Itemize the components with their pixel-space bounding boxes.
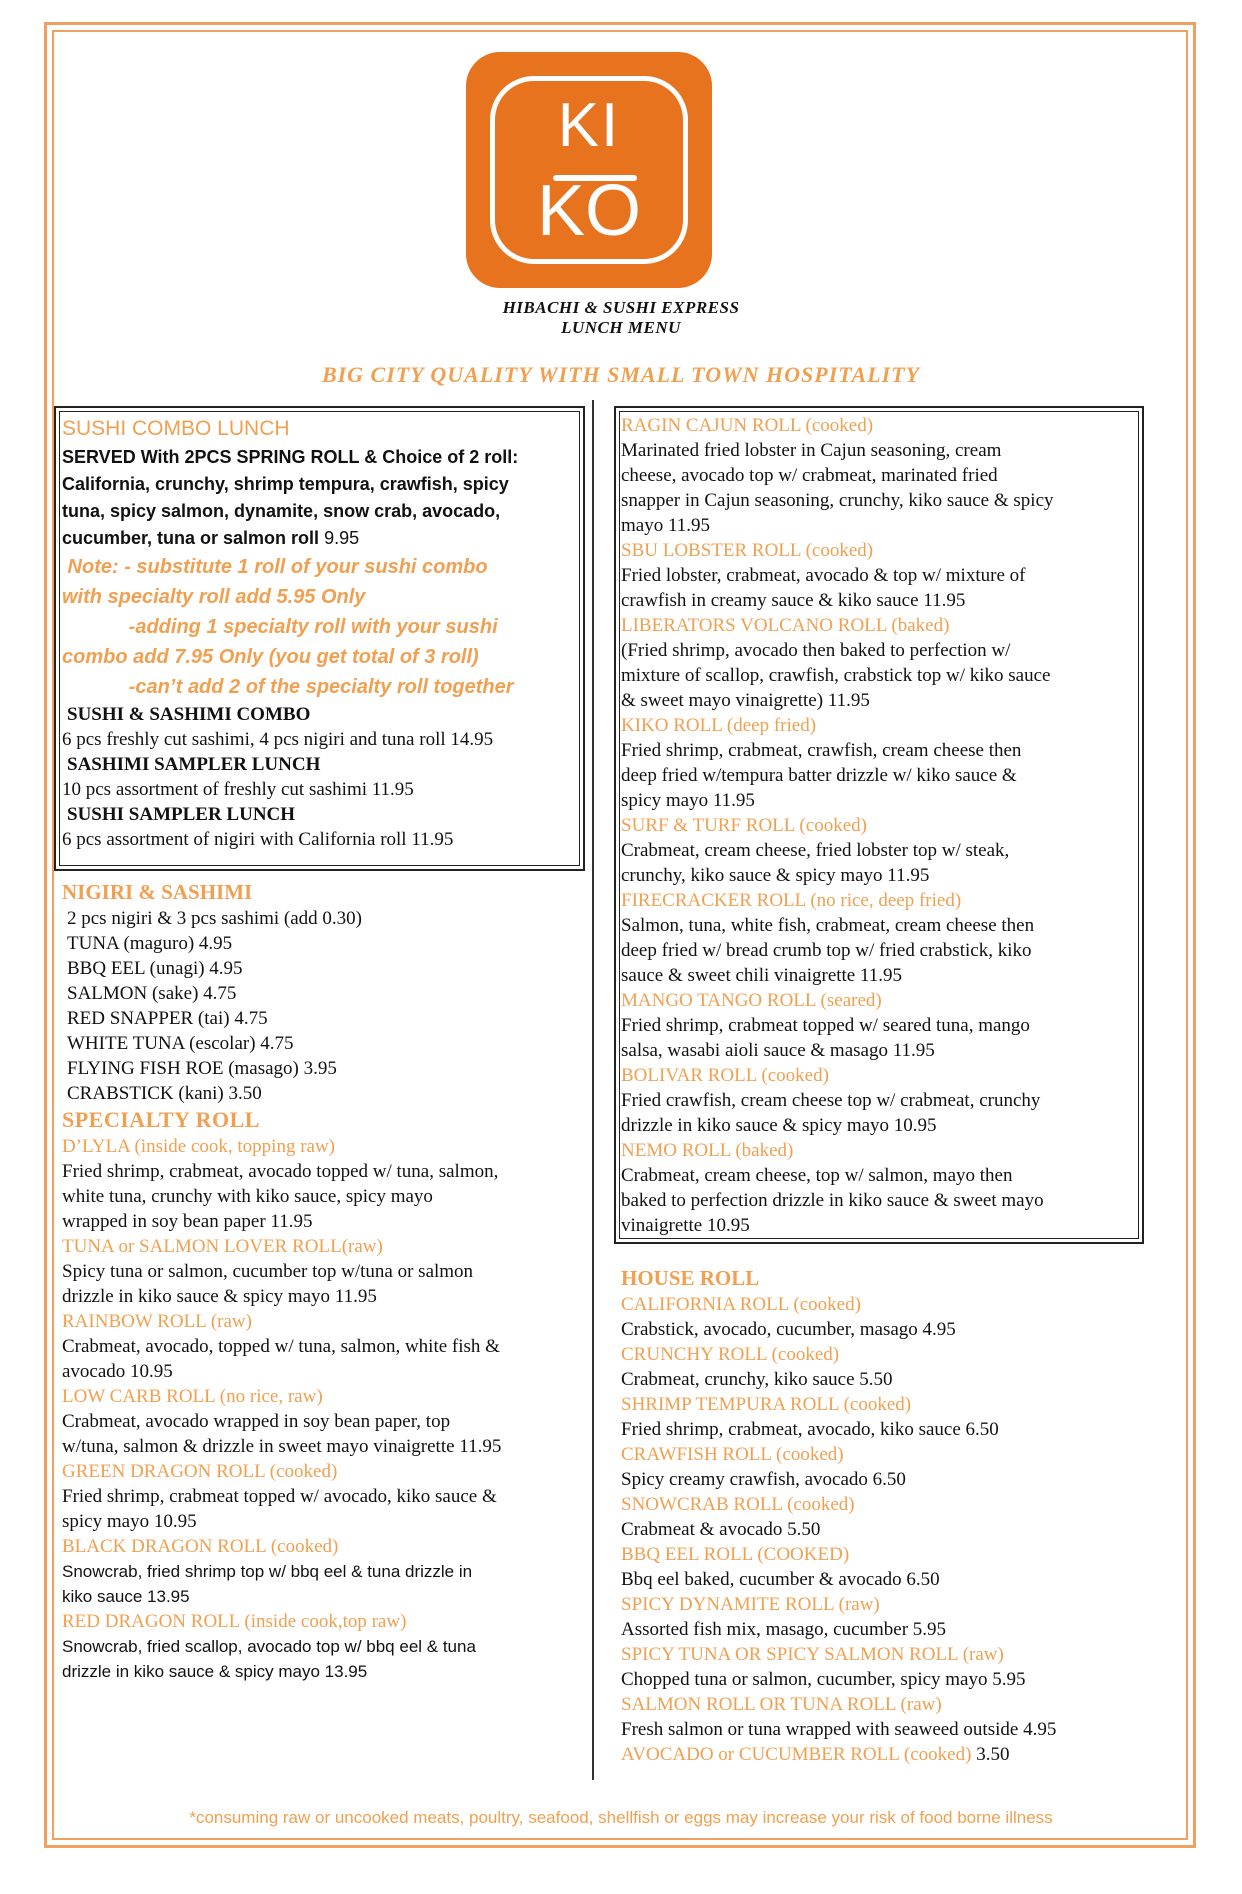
menu-item-name: SBU LOBSTER ROLL (cooked) — [621, 540, 874, 561]
menu-item-name: RAINBOW ROLL (raw) — [62, 1311, 252, 1332]
house-item-desc: Assorted fish mix, masago, cucumber 5.95 — [621, 1619, 947, 1640]
house-item-name: SPICY TUNA OR SPICY SALMON ROLL (raw) — [621, 1644, 1004, 1665]
combo-served-price: 9.95 — [319, 528, 360, 548]
menu-item-desc: avocado 10.95 — [62, 1361, 173, 1382]
house-item-name: SALMON ROLL OR TUNA ROLL (raw) — [621, 1694, 942, 1715]
health-disclaimer: *consuming raw or uncooked meats, poultry, seafood, shellfish or eggs may increase your risk of food borne illness — [189, 1808, 1053, 1827]
menu-item-name: SURF & TURF ROLL (cooked) — [621, 815, 867, 836]
specialty-list — [62, 1134, 582, 1534]
menu-item-desc: vinaigrette 10.95 — [621, 1215, 750, 1236]
menu-item-name: BOLIVAR ROLL (cooked) — [621, 1065, 829, 1086]
tagline: BIG CITY QUALITY WITH SMALL TOWN HOSPITALITY — [321, 362, 921, 387]
menu-item-desc: Crabmeat, cream cheese, fried lobster top w/ steak, — [621, 840, 1010, 861]
nigiri-item: TUNA (maguro) 4.95 — [67, 933, 233, 954]
menu-item-desc: Snowcrab, fried scallop, avocado top w/ bbq eel & tuna — [62, 1637, 476, 1656]
house-item-name: CRAWFISH ROLL (cooked) — [621, 1444, 844, 1465]
nigiri-item: BBQ EEL (unagi) 4.95 — [67, 958, 243, 979]
nigiri-item: WHITE TUNA (escolar) 4.75 — [67, 1033, 294, 1054]
house-item-desc: Crabmeat, crunchy, kiko sauce 5.50 — [621, 1369, 893, 1390]
nigiri-title: NIGIRI & SASHIMI — [62, 880, 253, 904]
house-item-desc: Crabstick, avocado, cucumber, masago 4.95 — [621, 1319, 956, 1340]
house-section — [621, 1264, 1181, 1767]
menu-item-name: LOW CARB ROLL (no rice, raw) — [62, 1386, 323, 1407]
menu-item-name: NEMO ROLL (baked) — [621, 1140, 794, 1161]
nigiri-item: RED SNAPPER (tai) 4.75 — [67, 1008, 268, 1029]
house-item-desc: Chopped tuna or salmon, cucumber, spicy mayo 5.95 — [621, 1669, 1026, 1690]
combo-items — [62, 702, 580, 852]
menu-item-name: GREEN DRAGON ROLL (cooked) — [62, 1461, 338, 1482]
combo-notes — [62, 552, 580, 702]
house-last-item — [621, 1742, 1181, 1767]
menu-item-desc: w/tuna, salmon & drizzle in sweet mayo vinaigrette 11.95 — [62, 1436, 502, 1457]
house-item-name: CRUNCHY ROLL (cooked) — [621, 1344, 840, 1365]
house-item-desc: Fried shrimp, crabmeat, avocado, kiko sauce 6.50 — [621, 1419, 999, 1440]
menu-item-name: FIRECRACKER ROLL (no rice, deep fried) — [621, 890, 962, 911]
combo-item-desc: 6 pcs freshly cut sashimi, 4 pcs nigiri and tuna roll 14.95 — [62, 729, 494, 750]
menu-item-desc: Fried shrimp, crabmeat topped w/ seared tuna, mango — [621, 1015, 1030, 1036]
house-item-desc: Fresh salmon or tuna wrapped with seaweed outside 4.95 — [621, 1719, 1057, 1740]
combo-note-line: combo add 7.95 Only (you get total of 3 roll) — [62, 646, 479, 668]
menu-item-name: MANGO TANGO ROLL (seared) — [621, 990, 882, 1011]
menu-item-desc: (Fried shrimp, avocado then baked to perfection w/ — [621, 640, 1011, 661]
header-line-2: LUNCH MENU — [561, 318, 681, 337]
menu-item-desc: Salmon, tuna, white fish, crabmeat, cream cheese then — [621, 915, 1035, 936]
menu-item-name: TUNA or SALMON LOVER ROLL(raw) — [62, 1236, 383, 1257]
house-item-name: SPICY DYNAMITE ROLL (raw) — [621, 1594, 880, 1615]
combo-served-line: tuna, spicy salmon, dynamite, snow crab, avocado, — [62, 501, 501, 521]
combo-served-line: California, crunchy, shrimp tempura, crawfish, spicy — [62, 474, 509, 494]
menu-item-desc: mayo 11.95 — [621, 515, 711, 536]
combo-served-line: SERVED With 2PCS SPRING ROLL & Choice of 2 roll: — [62, 447, 519, 467]
menu-item-desc: drizzle in kiko sauce & spicy mayo 10.95 — [621, 1115, 937, 1136]
menu-item-desc: mixture of scallop, crawfish, crabstick top w/ kiko sauce — [621, 665, 1051, 686]
combo-note-line: -can’t add 2 of the specialty roll together — [62, 676, 514, 698]
menu-item-desc: salsa, wasabi aioli sauce & masago 11.95 — [621, 1040, 935, 1061]
nigiri-item: FLYING FISH ROE (masago) 3.95 — [67, 1058, 337, 1079]
menu-item-desc: spicy mayo 10.95 — [62, 1511, 197, 1532]
header-line-1: HIBACHI & SUSHI EXPRESS — [502, 298, 740, 317]
combo-title: SUSHI COMBO LUNCH — [62, 417, 290, 440]
combo-item-desc: 6 pcs assortment of nigiri with California roll 11.95 — [62, 829, 454, 850]
combo-served-text — [62, 444, 580, 552]
combo-note-line: -adding 1 specialty roll with your sushi — [62, 616, 498, 638]
menu-item-desc: crawfish in creamy sauce & kiko sauce 11.95 — [621, 590, 966, 611]
nigiri-item: 2 pcs nigiri & 3 pcs sashimi (add 0.30) — [67, 908, 362, 929]
menu-item-desc: wrapped in soy bean paper 11.95 — [62, 1211, 313, 1232]
house-item-desc: Crabmeat & avocado 5.50 — [621, 1519, 821, 1540]
menu-item-desc: & sweet mayo vinaigrette) 11.95 — [621, 690, 870, 711]
menu-item-desc: Crabmeat, avocado wrapped in soy bean paper, top — [62, 1411, 451, 1432]
menu-item-desc: Snowcrab, fried shrimp top w/ bbq eel & tuna drizzle in — [62, 1562, 473, 1581]
house-item-name: BBQ EEL ROLL (COOKED) — [621, 1544, 850, 1565]
house-last-name: AVOCADO or CUCUMBER ROLL (cooked) — [621, 1744, 972, 1765]
menu-item-desc: spicy mayo 11.95 — [621, 790, 755, 811]
specialty-list-cont — [62, 1534, 582, 1684]
menu-item-desc: sauce & sweet chili vinaigrette 11.95 — [621, 965, 903, 986]
menu-item-desc: Marinated fried lobster in Cajun seasoning, cream — [621, 440, 1002, 461]
menu-item-desc: crunchy, kiko sauce & spicy mayo 11.95 — [621, 865, 930, 886]
house-item-name: SHRIMP TEMPURA ROLL (cooked) — [621, 1394, 912, 1415]
logo-inner-frame — [490, 76, 688, 264]
specialty-title: SPECIALTY ROLL — [62, 1107, 260, 1132]
combo-item-name: SUSHI & SASHIMI COMBO — [67, 704, 311, 725]
house-item-name: SNOWCRAB ROLL (cooked) — [621, 1494, 855, 1515]
menu-item-desc: drizzle in kiko sauce & spicy mayo 11.95 — [62, 1286, 377, 1307]
logo-top-text: KI — [557, 91, 621, 160]
house-item-name: CALIFORNIA ROLL (cooked) — [621, 1294, 861, 1315]
menu-item-desc: snapper in Cajun seasoning, crunchy, kiko sauce & spicy — [621, 490, 1054, 511]
menu-item-desc: Spicy tuna or salmon, cucumber top w/tuna or salmon — [62, 1261, 474, 1282]
menu-item-name: BLACK DRAGON ROLL (cooked) — [62, 1536, 339, 1557]
house-item-desc: Spicy creamy crawfish, avocado 6.50 — [621, 1469, 906, 1490]
nigiri-list — [62, 906, 582, 1106]
house-title: HOUSE ROLL — [621, 1266, 760, 1290]
menu-item-desc: white tuna, crunchy with kiko sauce, spicy mayo — [62, 1186, 433, 1207]
menu-item-desc: baked to perfection drizzle in kiko sauce & sweet mayo — [621, 1190, 1044, 1211]
menu-item-name: RED DRAGON ROLL (inside cook,top raw) — [62, 1611, 407, 1632]
combo-item-name: SUSHI SAMPLER LUNCH — [67, 804, 296, 825]
menu-item-desc: Fried lobster, crabmeat, avocado & top w/ mixture of — [621, 565, 1026, 586]
menu-item-desc: drizzle in kiko sauce & spicy mayo 13.95 — [62, 1662, 368, 1681]
menu-item-desc: deep fried w/ bread crumb top w/ fried crabstick, kiko — [621, 940, 1032, 961]
logo-bottom-text: KO — [536, 171, 642, 251]
menu-item-name: KIKO ROLL (deep fried) — [621, 715, 817, 736]
kiko-logo — [466, 52, 712, 288]
combo-note-line: with specialty roll add 5.95 Only — [62, 586, 366, 608]
menu-item-desc: kiko sauce 13.95 — [62, 1587, 190, 1606]
menu-item-name: D’LYLA (inside cook, topping raw) — [62, 1136, 336, 1157]
menu-item-desc: Crabmeat, cream cheese, top w/ salmon, mayo then — [621, 1165, 1013, 1186]
menu-item-desc: Fried crawfish, cream cheese top w/ crabmeat, crunchy — [621, 1090, 1041, 1111]
house-list — [621, 1292, 1181, 1742]
combo-section — [62, 414, 580, 852]
menu-item-name: RAGIN CAJUN ROLL (cooked) — [621, 415, 874, 436]
nigiri-item: SALMON (sake) 4.75 — [67, 983, 237, 1004]
left-column — [62, 878, 582, 1684]
house-last-price: 3.50 — [976, 1744, 1010, 1765]
house-item-desc: Bbq eel baked, cucumber & avocado 6.50 — [621, 1569, 940, 1590]
column-divider — [592, 400, 594, 1780]
nigiri-item: CRABSTICK (kani) 3.50 — [67, 1083, 262, 1104]
menu-item-desc: cheese, avocado top w/ crabmeat, marinated fried — [621, 465, 998, 486]
menu-item-desc: Crabmeat, avocado, topped w/ tuna, salmon, white fish & — [62, 1336, 500, 1357]
menu-item-desc: Fried shrimp, crabmeat, crawfish, cream cheese then — [621, 740, 1022, 761]
combo-served-line: cucumber, tuna or salmon roll 9.95 — [62, 528, 360, 548]
menu-item-desc: Fried shrimp, crabmeat, avocado topped w/ tuna, salmon, — [62, 1161, 499, 1182]
menu-item-desc: deep fried w/tempura batter drizzle w/ kiko sauce & — [621, 765, 1017, 786]
combo-note-line: Note: - substitute 1 roll of your sushi combo — [62, 556, 488, 578]
menu-item-name: LIBERATORS VOLCANO ROLL (baked) — [621, 615, 950, 636]
combo-item-name: SASHIMI SAMPLER LUNCH — [67, 754, 321, 775]
menu-item-desc: Fried shrimp, crabmeat topped w/ avocado, kiko sauce & — [62, 1486, 497, 1507]
right-specialty-list — [621, 413, 1141, 1238]
combo-item-desc: 10 pcs assortment of freshly cut sashimi 11.95 — [62, 779, 414, 800]
